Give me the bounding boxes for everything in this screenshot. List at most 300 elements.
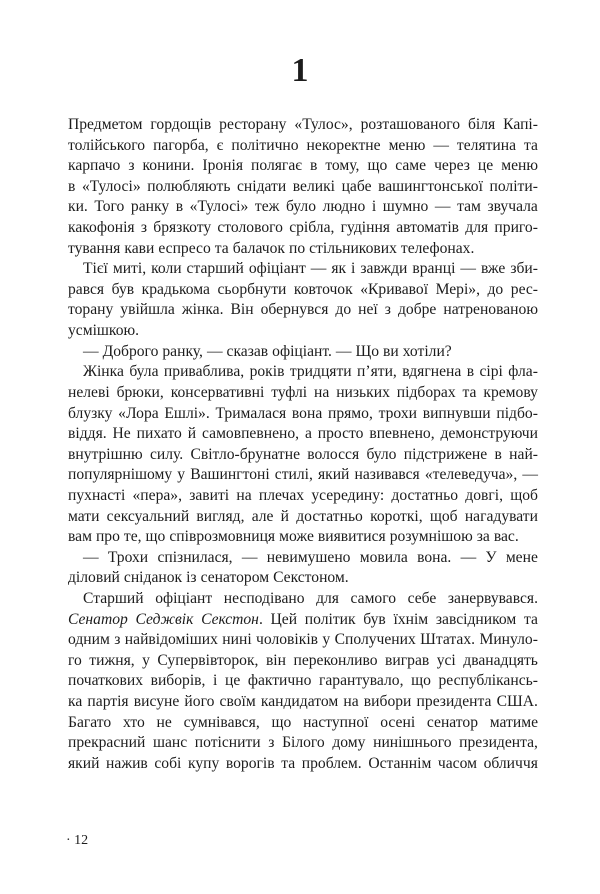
text-line bbox=[68, 280, 538, 301]
word: натренованою bbox=[443, 301, 538, 319]
word: виявитися bbox=[317, 528, 386, 546]
word: Трохи bbox=[107, 548, 149, 566]
word: туфлі bbox=[271, 383, 308, 401]
word: Секстоном. bbox=[273, 569, 349, 587]
word: вже bbox=[480, 260, 506, 278]
word: республікансь- bbox=[438, 672, 538, 690]
word: дванадцять bbox=[463, 651, 538, 669]
word: себе bbox=[407, 590, 437, 608]
word: просто bbox=[317, 425, 364, 443]
word: ковточок bbox=[293, 280, 353, 298]
word: і bbox=[213, 672, 218, 690]
word: карпачо bbox=[68, 157, 121, 175]
text-line bbox=[68, 342, 538, 363]
word: чоловіків bbox=[256, 631, 319, 649]
word: — bbox=[83, 342, 99, 360]
word: та bbox=[524, 136, 538, 154]
word: великі bbox=[292, 177, 336, 195]
word: але bbox=[251, 507, 274, 525]
word: політик bbox=[304, 610, 356, 628]
text-line bbox=[68, 424, 538, 445]
word: трохи bbox=[378, 404, 417, 422]
word: автоматів bbox=[396, 219, 460, 237]
word: президента bbox=[416, 693, 492, 711]
word: неї bbox=[358, 301, 378, 319]
word: достатньо bbox=[391, 486, 459, 504]
word: кремову bbox=[483, 383, 538, 401]
word: най- bbox=[509, 445, 538, 463]
word: самовпевнено, bbox=[202, 425, 300, 443]
word: їхнім bbox=[393, 610, 429, 628]
word: толійського bbox=[68, 136, 146, 154]
word: приго- bbox=[494, 219, 538, 237]
word: у bbox=[322, 631, 331, 649]
word: Минуло- bbox=[479, 631, 538, 649]
word: офіціант bbox=[248, 260, 306, 278]
word: Не bbox=[112, 425, 131, 443]
word: телефонах. bbox=[400, 239, 475, 257]
word: стільникових bbox=[309, 239, 397, 257]
word: Трималася bbox=[215, 404, 287, 422]
word: какофонія bbox=[68, 219, 135, 237]
word: наступної bbox=[303, 713, 369, 731]
word: років bbox=[249, 363, 285, 381]
word: кандидатом bbox=[260, 693, 339, 711]
word: ка bbox=[68, 693, 83, 711]
word: собі bbox=[154, 754, 182, 772]
word: коли bbox=[151, 260, 182, 278]
word: проблем. bbox=[301, 754, 362, 772]
word: обернувся bbox=[260, 301, 329, 319]
word: балачок bbox=[232, 239, 285, 257]
word: пухнасті bbox=[68, 486, 126, 504]
word: тому, bbox=[325, 157, 360, 175]
word: що bbox=[271, 713, 292, 731]
word: обличчя bbox=[483, 754, 538, 772]
word: Тієї bbox=[83, 260, 108, 278]
word: щоб bbox=[510, 486, 538, 504]
word: що bbox=[411, 672, 431, 690]
word: «Тулосі» bbox=[189, 198, 249, 216]
word: Того bbox=[94, 198, 125, 216]
text-line bbox=[68, 239, 538, 260]
word: достатньо bbox=[296, 507, 363, 525]
word: співрозмовниця bbox=[169, 528, 276, 546]
word: й bbox=[187, 425, 197, 443]
word: на bbox=[236, 486, 252, 504]
word: з bbox=[140, 219, 148, 237]
word: є bbox=[216, 136, 224, 154]
word: короткі, bbox=[370, 507, 423, 525]
word: невимушено bbox=[266, 548, 351, 566]
word: в bbox=[175, 198, 184, 216]
word: для bbox=[316, 590, 339, 608]
word: довгі, bbox=[465, 486, 504, 504]
text-line bbox=[68, 300, 538, 321]
word: був bbox=[111, 280, 135, 298]
word: вона bbox=[291, 404, 323, 422]
word: еспресо bbox=[158, 239, 211, 257]
word: виборів, bbox=[150, 672, 206, 690]
word: а bbox=[304, 425, 312, 443]
word: в bbox=[309, 157, 318, 175]
word: тування bbox=[68, 239, 121, 257]
word: партія bbox=[87, 693, 129, 711]
word: його bbox=[184, 693, 215, 711]
word: ки. bbox=[68, 198, 88, 216]
word: сексуальний bbox=[106, 507, 190, 525]
word: у bbox=[177, 466, 186, 484]
word: завжди bbox=[360, 260, 408, 278]
word: завиті bbox=[189, 486, 230, 504]
word: некоректне bbox=[306, 136, 381, 154]
body-text bbox=[68, 115, 538, 775]
word: через bbox=[434, 157, 470, 175]
word: — bbox=[310, 260, 327, 278]
word: не bbox=[156, 713, 172, 731]
text-line bbox=[68, 713, 538, 734]
text-line bbox=[68, 362, 538, 383]
word: виграв bbox=[385, 651, 430, 669]
word: усі bbox=[436, 651, 456, 669]
word: «телеведуча», bbox=[424, 466, 518, 484]
word: там bbox=[457, 198, 481, 216]
text-line bbox=[68, 136, 538, 157]
word: який bbox=[68, 754, 100, 772]
word bbox=[136, 610, 194, 631]
text-line bbox=[68, 465, 538, 486]
word: — bbox=[460, 548, 477, 566]
word: що bbox=[367, 157, 388, 175]
text-line bbox=[68, 321, 538, 342]
word: волосся bbox=[307, 445, 360, 463]
word: — bbox=[434, 198, 451, 216]
word: гудіння bbox=[340, 219, 390, 237]
page-number: · 12 bbox=[66, 833, 89, 848]
word: цабе bbox=[341, 177, 372, 195]
word: — bbox=[83, 548, 99, 566]
word: це bbox=[477, 157, 494, 175]
word: у bbox=[142, 651, 150, 669]
text-line bbox=[68, 197, 538, 218]
word: офіціант. bbox=[272, 342, 332, 360]
word: ви bbox=[383, 342, 399, 360]
word: пагорба, bbox=[153, 136, 209, 154]
word: прекрасний bbox=[68, 734, 146, 752]
word: Вашингтоні bbox=[190, 466, 270, 484]
word: столового bbox=[217, 219, 283, 237]
word: низьких bbox=[336, 383, 390, 401]
word: одним bbox=[68, 631, 110, 649]
text-line bbox=[68, 445, 538, 466]
word: теж bbox=[254, 198, 280, 216]
word: нелеві bbox=[68, 383, 110, 401]
word: матиме bbox=[489, 713, 538, 731]
word: потіснити bbox=[194, 734, 261, 752]
word: це bbox=[224, 672, 241, 690]
text-line bbox=[68, 733, 538, 754]
word: Старший bbox=[83, 590, 144, 608]
word: з bbox=[268, 734, 275, 752]
word: розташованого bbox=[360, 116, 461, 133]
word: ранку bbox=[130, 198, 170, 216]
word: пихато bbox=[136, 425, 182, 443]
word: брюки, bbox=[116, 383, 164, 401]
word: «Лора bbox=[118, 404, 159, 422]
word: Секстон. bbox=[201, 610, 263, 628]
word: що bbox=[145, 528, 166, 546]
text-line bbox=[68, 548, 538, 569]
word: ресторану bbox=[219, 116, 287, 133]
chapter-number: 1 bbox=[291, 52, 309, 89]
word: віддя. bbox=[68, 425, 107, 443]
word: шанс bbox=[152, 734, 188, 752]
word: він bbox=[265, 651, 286, 669]
word: вона. bbox=[417, 548, 452, 566]
text-line bbox=[68, 115, 538, 136]
word: хотіли? bbox=[402, 342, 452, 360]
word: розумнішою bbox=[389, 528, 473, 546]
word: Ешлі». bbox=[164, 404, 210, 422]
text-line bbox=[68, 486, 538, 507]
word: з bbox=[128, 157, 135, 175]
word: — bbox=[241, 548, 258, 566]
word: тридцяти bbox=[289, 363, 352, 381]
word: гордощів bbox=[150, 116, 212, 133]
word: сказав bbox=[226, 342, 269, 360]
text-line bbox=[68, 610, 538, 631]
word: мене bbox=[505, 548, 538, 566]
word: було bbox=[366, 445, 397, 463]
text-line bbox=[68, 589, 538, 610]
word: популярнішому bbox=[68, 466, 173, 484]
word: торану bbox=[68, 301, 114, 319]
word: найвідоміших bbox=[124, 631, 218, 649]
word: сірі bbox=[479, 363, 503, 381]
word: кави bbox=[124, 239, 155, 257]
word: та bbox=[462, 383, 477, 401]
word: нажив bbox=[106, 754, 148, 772]
text-line bbox=[68, 568, 538, 589]
word: гарантувало, bbox=[318, 672, 404, 690]
word: Супервівторок, bbox=[157, 651, 259, 669]
word: й bbox=[280, 507, 290, 525]
word: — bbox=[522, 466, 538, 484]
word: підбо- bbox=[496, 404, 538, 422]
word: занервувався. bbox=[447, 590, 538, 608]
word: — bbox=[335, 342, 352, 360]
word: в bbox=[466, 363, 475, 381]
italic-text: Сенатор bbox=[68, 610, 128, 628]
word: політично bbox=[231, 136, 299, 154]
word: підстрижене bbox=[403, 445, 488, 463]
word: ранку, bbox=[162, 342, 203, 360]
word: добре bbox=[397, 301, 437, 319]
word: звучала bbox=[487, 198, 538, 216]
word: в bbox=[494, 445, 502, 463]
text-line bbox=[68, 754, 538, 775]
word: ворогів bbox=[225, 754, 275, 772]
word: та bbox=[281, 754, 296, 772]
italic-text: Секстон bbox=[201, 610, 259, 628]
word: та bbox=[523, 610, 538, 628]
word: усередину: bbox=[311, 486, 385, 504]
text-line bbox=[68, 651, 538, 672]
text-line bbox=[68, 259, 538, 280]
word: вас. bbox=[493, 528, 519, 546]
word: меню bbox=[501, 157, 538, 175]
word: консервативні bbox=[170, 383, 265, 401]
word: осені bbox=[380, 713, 416, 731]
word: телятина bbox=[456, 136, 517, 154]
text-line bbox=[68, 630, 538, 651]
word: нагадувати bbox=[464, 507, 538, 525]
word: меню bbox=[388, 136, 426, 154]
word: купу bbox=[187, 754, 220, 772]
word: була bbox=[129, 363, 159, 381]
word: підборах bbox=[396, 383, 456, 401]
word: як bbox=[331, 260, 347, 278]
word: Цей bbox=[270, 610, 298, 628]
word: Мері», bbox=[435, 280, 480, 298]
word: вашингтонської bbox=[378, 177, 483, 195]
word: Іронія bbox=[202, 157, 244, 175]
word: вибори bbox=[363, 693, 412, 711]
word: мовила bbox=[359, 548, 408, 566]
word: своїм bbox=[219, 693, 256, 711]
word: офіціант bbox=[155, 590, 213, 608]
word: «пера», bbox=[132, 486, 182, 504]
word: політи- bbox=[489, 177, 538, 195]
word: сенатор bbox=[426, 713, 479, 731]
word: щоб bbox=[429, 507, 458, 525]
word: Штатах. bbox=[420, 631, 476, 649]
word: сьорбнути bbox=[217, 280, 287, 298]
word: дому bbox=[332, 734, 366, 752]
word: сенатором bbox=[200, 569, 270, 587]
word bbox=[68, 610, 128, 631]
word: Що bbox=[355, 342, 380, 360]
word: про bbox=[95, 528, 120, 546]
word: сніданок bbox=[123, 569, 183, 587]
word: мати bbox=[68, 507, 100, 525]
word: — bbox=[206, 342, 223, 360]
word: був bbox=[363, 610, 386, 628]
text-line bbox=[68, 507, 538, 528]
word: сумнівався, bbox=[183, 713, 260, 731]
word: вдягнена bbox=[402, 363, 462, 381]
word: за bbox=[476, 528, 490, 546]
word: фла- bbox=[508, 363, 538, 381]
word: із bbox=[186, 569, 197, 587]
text-line bbox=[68, 156, 538, 177]
word: Доброго bbox=[102, 342, 159, 360]
word: силу. bbox=[149, 445, 184, 463]
word: конини. bbox=[142, 157, 195, 175]
word: початкових bbox=[68, 672, 143, 690]
word: до bbox=[487, 280, 504, 298]
word: переконливо bbox=[293, 651, 378, 669]
word: фактично bbox=[247, 672, 312, 690]
word: та bbox=[214, 239, 229, 257]
word: і bbox=[351, 260, 356, 278]
text-line bbox=[68, 177, 538, 198]
word: рес- bbox=[510, 280, 538, 298]
italic-text: Седжвік bbox=[135, 610, 194, 628]
text-line bbox=[68, 404, 538, 425]
word: го bbox=[68, 651, 82, 669]
word: випнувши bbox=[422, 404, 491, 422]
word: брязкоту bbox=[153, 219, 212, 237]
word: США. bbox=[496, 693, 538, 711]
word: крадькома bbox=[141, 280, 210, 298]
word: спізнилася, bbox=[157, 548, 233, 566]
word: У bbox=[485, 548, 497, 566]
text-line bbox=[68, 218, 538, 239]
word: Багато bbox=[68, 713, 112, 731]
word: з bbox=[384, 301, 391, 319]
text-line bbox=[68, 383, 538, 404]
word: — bbox=[460, 260, 476, 278]
word: жінка. bbox=[181, 301, 224, 319]
word: на bbox=[343, 693, 359, 711]
text-line bbox=[68, 527, 538, 548]
word: по bbox=[288, 239, 306, 257]
word: прямо, bbox=[327, 404, 373, 422]
word: полюбляють bbox=[147, 177, 231, 195]
word: біля bbox=[468, 116, 496, 133]
word: президента, bbox=[459, 734, 538, 752]
word: снідати bbox=[237, 177, 287, 195]
word: нинішнього bbox=[373, 734, 452, 752]
word: «Тулос», bbox=[294, 116, 353, 133]
word: до bbox=[335, 301, 352, 319]
word: Капі- bbox=[503, 116, 538, 133]
word: який bbox=[317, 466, 350, 484]
word: приваблива, bbox=[163, 363, 245, 381]
word: усмішкою. bbox=[68, 322, 140, 340]
text-line bbox=[68, 692, 538, 713]
word: Він bbox=[230, 301, 254, 319]
word: було bbox=[285, 198, 316, 216]
word: Жінка bbox=[83, 363, 124, 381]
word: в bbox=[68, 177, 76, 195]
word: увійшла bbox=[120, 301, 175, 319]
word: демонструючи bbox=[440, 425, 538, 443]
word: срібла, bbox=[289, 219, 335, 237]
word: може bbox=[279, 528, 314, 546]
word: «Кривавої bbox=[360, 280, 429, 298]
word: Сполучених bbox=[334, 631, 416, 649]
word: зби- bbox=[510, 260, 538, 278]
word: блузку bbox=[68, 404, 113, 422]
text-line bbox=[68, 671, 538, 692]
word: самого bbox=[350, 590, 397, 608]
word: вигляд, bbox=[196, 507, 245, 525]
word: миті, bbox=[112, 260, 147, 278]
word: і bbox=[371, 198, 377, 216]
word: шумно bbox=[382, 198, 429, 216]
word: полягає bbox=[251, 157, 302, 175]
word: завсідником bbox=[435, 610, 517, 628]
word: внутрішню bbox=[68, 445, 143, 463]
word: стилі, bbox=[274, 466, 313, 484]
word: нині bbox=[222, 631, 252, 649]
word: Останнім bbox=[368, 754, 432, 772]
word: плечах bbox=[258, 486, 305, 504]
word: п’яти, bbox=[357, 363, 397, 381]
word: старший bbox=[186, 260, 244, 278]
